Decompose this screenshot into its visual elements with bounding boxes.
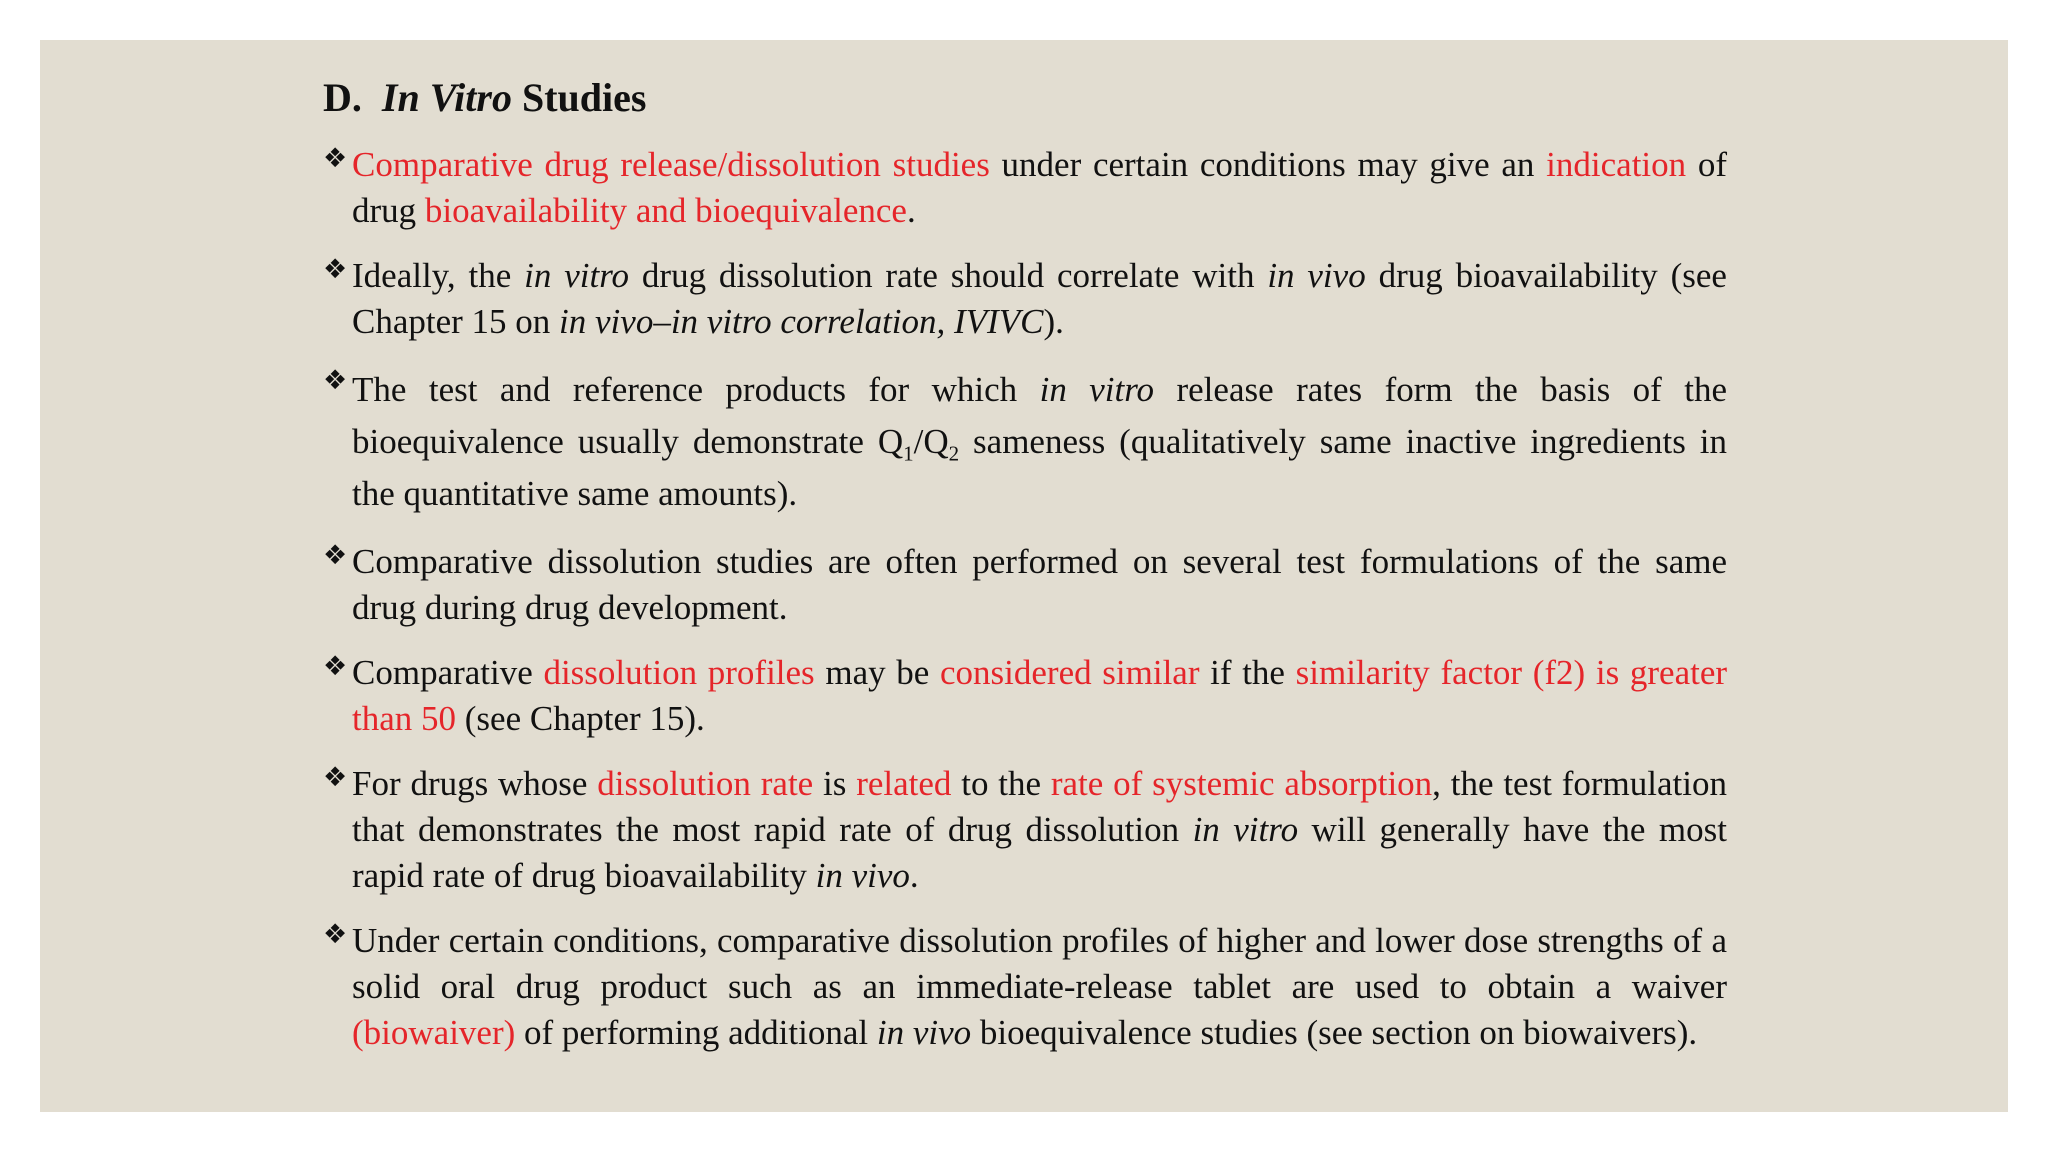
bullet-diamond-icon: ❖ — [323, 254, 348, 285]
bullet-text: to the — [951, 764, 1051, 803]
bullet-text: Comparative dissolution studies are often performed on several test formulations of the same drug during drug development. — [352, 542, 1727, 627]
highlighted-text: dissolution profiles — [543, 653, 815, 692]
bullet-text: if the — [1199, 653, 1296, 692]
bullet-diamond-icon: ❖ — [323, 762, 348, 793]
bullet-text: drug dissolution rate should correlate with — [629, 256, 1268, 295]
bullet-diamond-icon: ❖ — [323, 143, 348, 174]
highlighted-text: bioavailability and bioequivalence — [424, 191, 907, 230]
bullet-diamond-icon: ❖ — [323, 651, 348, 682]
bullet-text: ). — [1043, 302, 1064, 341]
highlighted-text: similarity factor (f2) is greater than 50 — [352, 653, 1728, 738]
highlighted-text: considered similar — [940, 653, 1200, 692]
bullet-text: (see Chapter 15). — [456, 699, 705, 738]
italic-text: in vivo–in vitro correlation, IVIVC — [559, 302, 1044, 341]
bullet-text: drug bioavailability (see Chapter 15 on — [352, 256, 1727, 341]
bullet-text: is — [813, 764, 857, 803]
italic-text: in vivo — [815, 856, 910, 895]
italic-text: in vitro — [524, 256, 630, 295]
slide-content — [323, 58, 1727, 1075]
heading-italic: In Vitro — [381, 75, 512, 120]
bullet-text: release rates form the basis of the bioequivalence usually demonstrate Q — [352, 370, 1727, 461]
italic-text: in vivo — [1267, 256, 1366, 295]
heading-prefix: D. — [323, 75, 362, 120]
bullet-diamond-icon: ❖ — [323, 919, 348, 950]
bullet-text: For drugs whose — [352, 764, 598, 803]
highlighted-text: rate of systemic absorption — [1050, 764, 1433, 803]
bullet-text: may be — [814, 653, 940, 692]
bullet-text: will generally have the most rapid rate of drug bioavailability — [352, 810, 1728, 895]
bullet-diamond-icon: ❖ — [323, 365, 348, 396]
bullet-text: . — [909, 856, 919, 895]
bullet-text: /Q — [913, 422, 949, 461]
bullet-text: The test and reference products for which — [352, 370, 1040, 409]
bullet-text: under certain conditions may give an — [989, 145, 1547, 184]
highlighted-text: dissolution rate — [597, 764, 814, 803]
bullet-text: 2 — [948, 441, 960, 466]
bullet-text: Comparative — [352, 653, 544, 692]
bullet-item — [323, 253, 1727, 345]
bullet-text: bioequivalence studies (see section on biowaivers). — [971, 1013, 1698, 1052]
slide — [40, 40, 2008, 1112]
bullet-text: sameness (qualitatively same inactive ingredients in the quantitative same amounts). — [352, 422, 1727, 513]
bullet-text: Under certain conditions, comparative dissolution profiles of higher and lower dose strengths of a solid oral drug product such as an immediate-release tablet are used to obtain a waiver — [352, 921, 1727, 1006]
italic-text: in vitro — [1039, 370, 1155, 409]
highlighted-text: indication — [1546, 145, 1687, 184]
heading-suffix: Studies — [521, 75, 647, 120]
bullet-item — [323, 142, 1727, 234]
bullet-item — [323, 918, 1727, 1056]
section-heading — [323, 72, 1727, 124]
bullet-text: , the test formulation that demonstrates the most rapid rate of drug dissolution — [352, 764, 1727, 849]
bullet-text: of performing additional — [515, 1013, 877, 1052]
bullet-text: 1 — [903, 441, 914, 466]
bullet-item — [323, 539, 1727, 631]
bullet-text: Ideally, the — [352, 256, 525, 295]
bullet-diamond-icon: ❖ — [323, 540, 348, 571]
bullet-list — [323, 142, 1727, 1056]
bullet-item — [323, 650, 1727, 742]
highlighted-text: Comparative drug release/dissolution studies — [352, 145, 990, 184]
italic-text: in vivo — [876, 1013, 972, 1052]
highlighted-text: related — [856, 764, 952, 803]
bullet-item — [323, 761, 1727, 899]
bullet-text: . — [906, 191, 916, 230]
bullet-text: of drug — [352, 145, 1728, 230]
italic-text: in vitro — [1192, 810, 1299, 849]
bullet-item — [323, 364, 1727, 520]
highlighted-text: (biowaiver) — [352, 1013, 516, 1052]
